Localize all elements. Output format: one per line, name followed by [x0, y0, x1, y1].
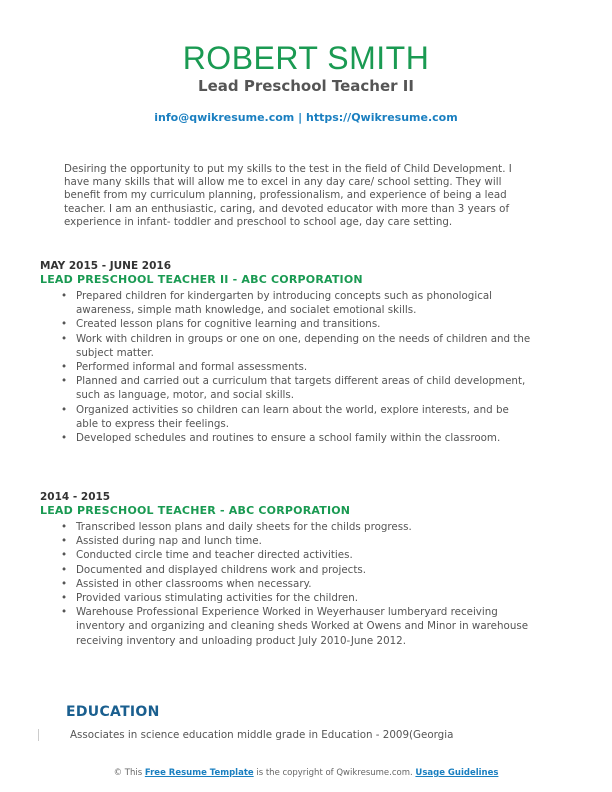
education-entry: Associates in science education middle grade in Education - 2009(Georgia	[70, 729, 454, 741]
experience-entry	[40, 490, 540, 648]
list-item: • Organized activities so children can learn about the world, explore interests, and be able to express their feelings.	[76, 403, 531, 431]
education-divider	[38, 729, 39, 741]
experience-entry	[40, 259, 540, 445]
list-item: • Conducted circle time and teacher directed activities.	[76, 548, 531, 562]
job-title: Lead Preschool Teacher II	[198, 77, 414, 95]
free-resume-template-link[interactable]: Free Resume Template	[144, 768, 254, 778]
summary-paragraph: Desiring the opportunity to put my skills to the test in the field of Child Development. I have many skills that will allow me to excel in any day care/ school setting. They will benefit from my curriculum planning, professionalism, and experience of being a lead teacher. I am an enthusiastic, caring, and devoted educator with more than 3 years of experience in infant- toddler and preschool to school age, day care setting.	[64, 163, 512, 228]
footer-copyright: is the copyright of Qwikresume.com.	[256, 768, 413, 778]
list-item: • Documented and displayed childrens work and projects.	[76, 563, 531, 577]
contact-line	[0, 111, 612, 125]
usage-guidelines-link[interactable]: Usage Guidelines	[415, 768, 499, 778]
list-item: • Created lesson plans for cognitive learning and transitions.	[76, 317, 531, 331]
list-item: • Performed informal and formal assessments.	[76, 360, 531, 374]
list-item: • Developed schedules and routines to ensure a school family within the classroom.	[76, 431, 531, 445]
list-item: • Work with children in groups or one on one, depending on the needs of children and the subject matter.	[76, 332, 531, 360]
footer	[0, 768, 612, 779]
responsibility-list	[40, 520, 540, 648]
list-item: • Warehouse Professional Experience Worked in Weyerhauser lumberyard receiving inventory and organizing and cleaning sheds Worked at Owens and Minor in warehouse receiving inventory and unloading product July 2010-June 2012.	[76, 605, 531, 648]
list-item: • Planned and carried out a curriculum that targets different areas of child development, such as language, motor, and social skills.	[76, 374, 531, 402]
responsibility-list	[40, 289, 540, 445]
email-link[interactable]: info@qwikresume.com	[154, 111, 295, 124]
footer-prefix: © This	[113, 768, 143, 778]
list-item: • Prepared children for kindergarten by introducing concepts such as phonological awareness, simple math knowledge, and socialet emotional skills.	[76, 289, 531, 317]
list-item: • Transcribed lesson plans and daily sheets for the childs progress.	[76, 520, 531, 534]
education-heading: EDUCATION	[66, 704, 160, 720]
website-link[interactable]: https://Qwikresume.com	[305, 111, 458, 124]
job-dates: MAY 2015 - JUNE 2016	[40, 260, 171, 272]
contact-separator: |	[298, 111, 303, 124]
candidate-name: ROBERT SMITH	[182, 40, 430, 76]
job-dates: 2014 - 2015	[40, 491, 111, 503]
list-item: • Assisted during nap and lunch time.	[76, 534, 531, 548]
list-item: • Assisted in other classrooms when necessary.	[76, 577, 531, 591]
job-position-title: LEAD PRESCHOOL TEACHER - ABC CORPORATION	[40, 504, 351, 517]
job-position-title: LEAD PRESCHOOL TEACHER II - ABC CORPORATION	[40, 273, 363, 286]
list-item: • Provided various stimulating activities for the children.	[76, 591, 531, 605]
